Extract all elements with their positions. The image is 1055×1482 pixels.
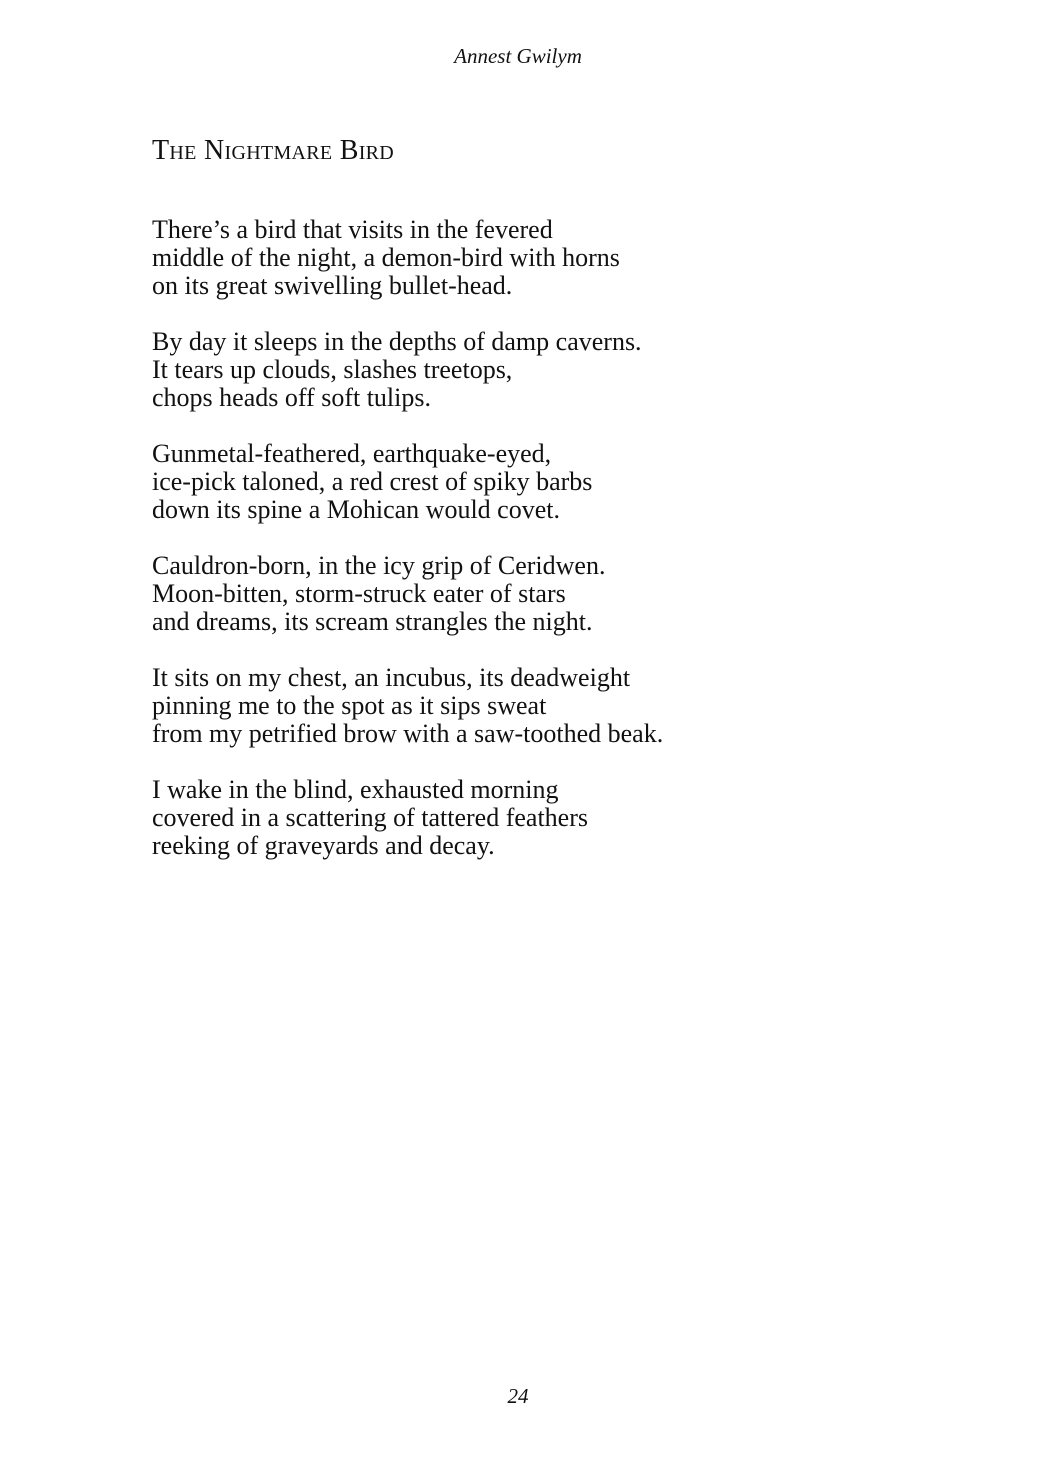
poem-line: and dreams, its scream strangles the night.: [152, 607, 593, 636]
poem-line: down its spine a Mohican would covet.: [152, 495, 560, 524]
poem-line: ice-pick taloned, a red crest of spiky barbs: [152, 467, 593, 496]
stanza-3: [152, 440, 952, 524]
stanza-1: [152, 216, 952, 300]
poem-line: There’s a bird that visits in the fevered: [152, 215, 553, 244]
poem-line: covered in a scattering of tattered feathers: [152, 803, 588, 832]
poem-line: Cauldron-born, in the icy grip of Ceridwen.: [152, 551, 606, 580]
poem-line: chops heads off soft tulips.: [152, 383, 431, 412]
poem-line: Gunmetal-feathered, earthquake-eyed,: [152, 439, 552, 468]
poem-line: from my petrified brow with a saw-toothed beak.: [152, 719, 664, 748]
stanza-5: [152, 664, 952, 748]
poem-line: It tears up clouds, slashes treetops,: [152, 355, 513, 384]
poem-line: reeking of graveyards and decay.: [152, 831, 495, 860]
poem-line: pinning me to the spot as it sips sweat: [152, 691, 547, 720]
page-number: 24: [507, 1384, 529, 1408]
poem-line: I wake in the blind, exhausted morning: [152, 775, 559, 804]
running-header-author: Annest Gwilym: [454, 44, 582, 68]
stanza-6: [152, 776, 952, 860]
poem-line: on its great swivelling bullet-head.: [152, 271, 513, 300]
stanza-2: [152, 328, 952, 412]
poem-line: By day it sleeps in the depths of damp caverns.: [152, 327, 642, 356]
poem-line: It sits on my chest, an incubus, its deadweight: [152, 663, 631, 692]
stanza-4: [152, 552, 952, 636]
poem-line: Moon-bitten, storm-struck eater of stars: [152, 579, 566, 608]
poem-title: The Nightmare Bird: [152, 135, 395, 166]
poem-body: [152, 216, 952, 888]
poem-line: middle of the night, a demon-bird with horns: [152, 243, 620, 272]
